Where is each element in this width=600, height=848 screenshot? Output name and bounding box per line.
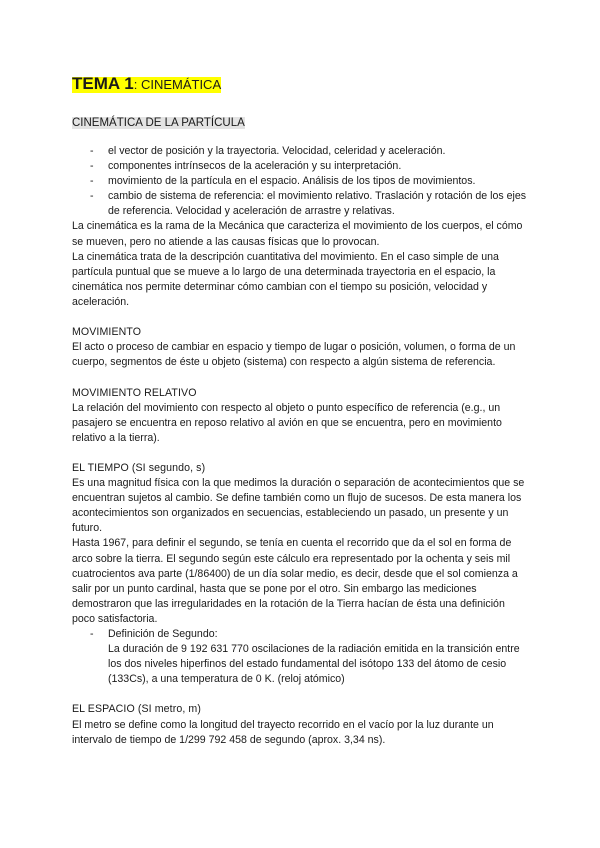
intro-paragraph-1: La cinemática es la rama de la Mecánica que caracteriza el movimiento de los cuerpos, el cómo se mueven, pero no atiende a las causas físicas que lo provocan. <box>72 220 523 248</box>
spacer <box>72 310 528 325</box>
topic-item: - movimiento de la partícula en el espacio. Análisis de los tipos de movimientos. <box>72 174 528 189</box>
title-rest: : CINEMÁTICA <box>133 77 222 92</box>
title-main: TEMA 1 <box>72 74 134 93</box>
spacer <box>72 370 528 385</box>
tiempo-paragraph-1: Es una magnitud física con la que medimos la duración o separación de acontecimientos que se encuentran sujetos al cambio. Se define también como un flujo de sucesos. De esta manera los acontecimientos son organizados en secuencias, estableciendo un pasado, un presente y un futuro. <box>72 477 525 535</box>
title-highlight <box>72 74 222 93</box>
topic-item: - el vector de posición y la trayectoria. Velocidad, celeridad y aceleración. <box>72 144 528 159</box>
intro-paragraph-2: La cinemática trata de la descripción cuantitativa del movimiento. En el caso simple de una partícula puntual que se mueve a lo largo de una determinada trayectoria en el espacio, la cinemática nos permite determinar cómo cambian con el tiempo su posición, velocidad y aceleración. <box>72 250 499 308</box>
tiempo-paragraph-2: Hasta 1967, para definir el segundo, se tenía en cuenta el recorrido que da el sol en forma de arco sobre la tierra. El segundo según este cálculo era representado por la ochenta y seis mil cuatrocientos ava parte (1/86400) de un día solar medio, es decir, desde que el sol comienza a salir por un punto cardinal, hasta que se pone por el otro. Sin embargo las mediciones demostraron que las irregularidades en la rotación de la Tierra hacían de ésta una definición poco satisfactoria. <box>72 537 518 625</box>
relativo-text: La relación del movimiento con respecto al objeto o punto específico de referencia (e.g., un pasajero se encuentra en reposo relativo al avión en que se encuentra, pero en movimiento relativo a la tierra). <box>72 401 502 444</box>
espacio-text: El metro se define como la longitud del trayecto recorrido en el vacío por la luz durante un intervalo de tiempo de 1/299 792 458 de segundo (aprox. 3,34 ns). <box>72 718 494 746</box>
espacio-heading: EL ESPACIO (SI metro, m) <box>72 703 201 716</box>
section-title-text: CINEMÁTICA DE LA PARTÍCULA <box>72 117 245 129</box>
definicion-text: La duración de 9 192 631 770 oscilaciones de la radiación emitida en la transición entre los dos niveles hiperfinos del estado fundamental del isótopo 133 del átomo de cesio (133Cs), a una temperatura de 0 K. (reloj atómico) <box>108 643 520 686</box>
page-title <box>72 74 221 95</box>
topic-item: - cambio de sistema de referencia: el movimiento relativo. Traslación y rotación de los ejes de referencia. Velocidad y aceleración de arrastre y relativas. <box>72 189 528 219</box>
movimiento-text: El acto o proceso de cambiar en espacio y tiempo de lugar o posición, volumen, o forma de un cuerpo, segmentos de éste u objeto (sistema) con respecto a algún sistema de referencia. <box>72 341 516 369</box>
topic-item: - componentes intrínsecos de la aceleración y su interpretación. <box>72 159 528 174</box>
topic-list <box>72 144 528 219</box>
spacer <box>72 687 528 702</box>
spacer <box>72 446 528 461</box>
section-title <box>72 116 245 131</box>
definicion-label: - Definición de Segundo: <box>72 627 528 642</box>
tiempo-heading: EL TIEMPO (SI segundo, s) <box>72 461 206 474</box>
relativo-heading: MOVIMIENTO RELATIVO <box>72 386 197 399</box>
document-body <box>72 144 528 748</box>
movimiento-heading: MOVIMIENTO <box>72 326 142 339</box>
